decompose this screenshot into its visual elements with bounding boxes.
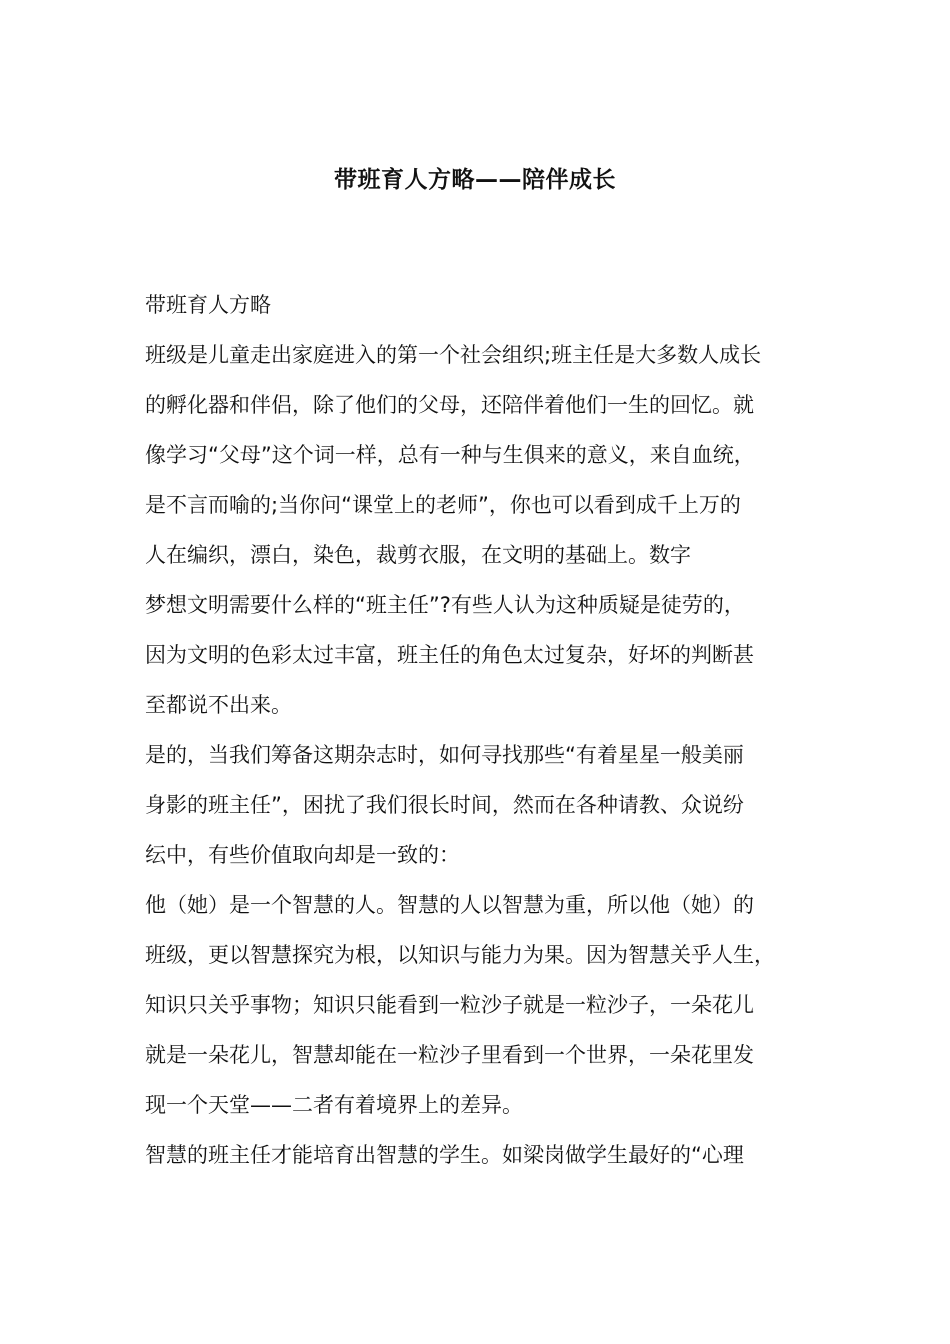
text-line: 现一个天堂——二者有着境界上的差异。: [145, 1093, 523, 1117]
document-title: 带班育人方略——陪伴成长: [334, 167, 616, 193]
text-line: 身影的班主任”，困扰了我们很长时间，然而在各种请教、众说纷: [145, 793, 744, 817]
text-line: 人在编织，漂白，染色，裁剪衣服，在文明的基础上。数字: [145, 543, 691, 567]
text-line: 班级，更以智慧探究为根，以知识与能力为果。因为智慧关乎人生，: [145, 943, 775, 967]
text-line: 班级是儿童走出家庭进入的第一个社会组织;班主任是大多数人成长: [145, 343, 762, 367]
text-line: 因为文明的色彩太过丰富，班主任的角色太过复杂，好坏的判断甚: [145, 643, 754, 667]
text-line: 就是一朵花儿，智慧却能在一粒沙子里看到一个世界，一朵花里发: [145, 1043, 754, 1067]
text-line: 至都说不出来。: [145, 693, 292, 717]
text-line: 的孵化器和伴侣，除了他们的父母，还陪伴着他们一生的回忆。就: [145, 393, 754, 417]
text-line: 他（她）是一个智慧的人。智慧的人以智慧为重，所以他（她）的: [145, 893, 754, 917]
text-line: 像学习“父母”这个词一样，总有一种与生俱来的意义，来自血统，: [145, 443, 755, 467]
text-line: 纭中，有些价值取向却是一致的：: [145, 843, 460, 867]
text-line: 梦想文明需要什么样的“班主任”?有些人认为这种质疑是徒劳的，: [145, 593, 745, 617]
document-body: [145, 280, 835, 1180]
text-line: 带班育人方略: [145, 293, 271, 317]
text-line: 智慧的班主任才能培育出智慧的学生。如梁岗做学生最好的“心理: [145, 1143, 744, 1167]
text-line: 是不言而喻的;当你问“课堂上的老师”，你也可以看到成千上万的: [145, 493, 741, 517]
text-line: 是的，当我们筹备这期杂志时，如何寻找那些“有着星星一般美丽: [145, 743, 744, 767]
text-line: 知识只关乎事物；知识只能看到一粒沙子就是一粒沙子，一朵花儿: [145, 993, 754, 1017]
